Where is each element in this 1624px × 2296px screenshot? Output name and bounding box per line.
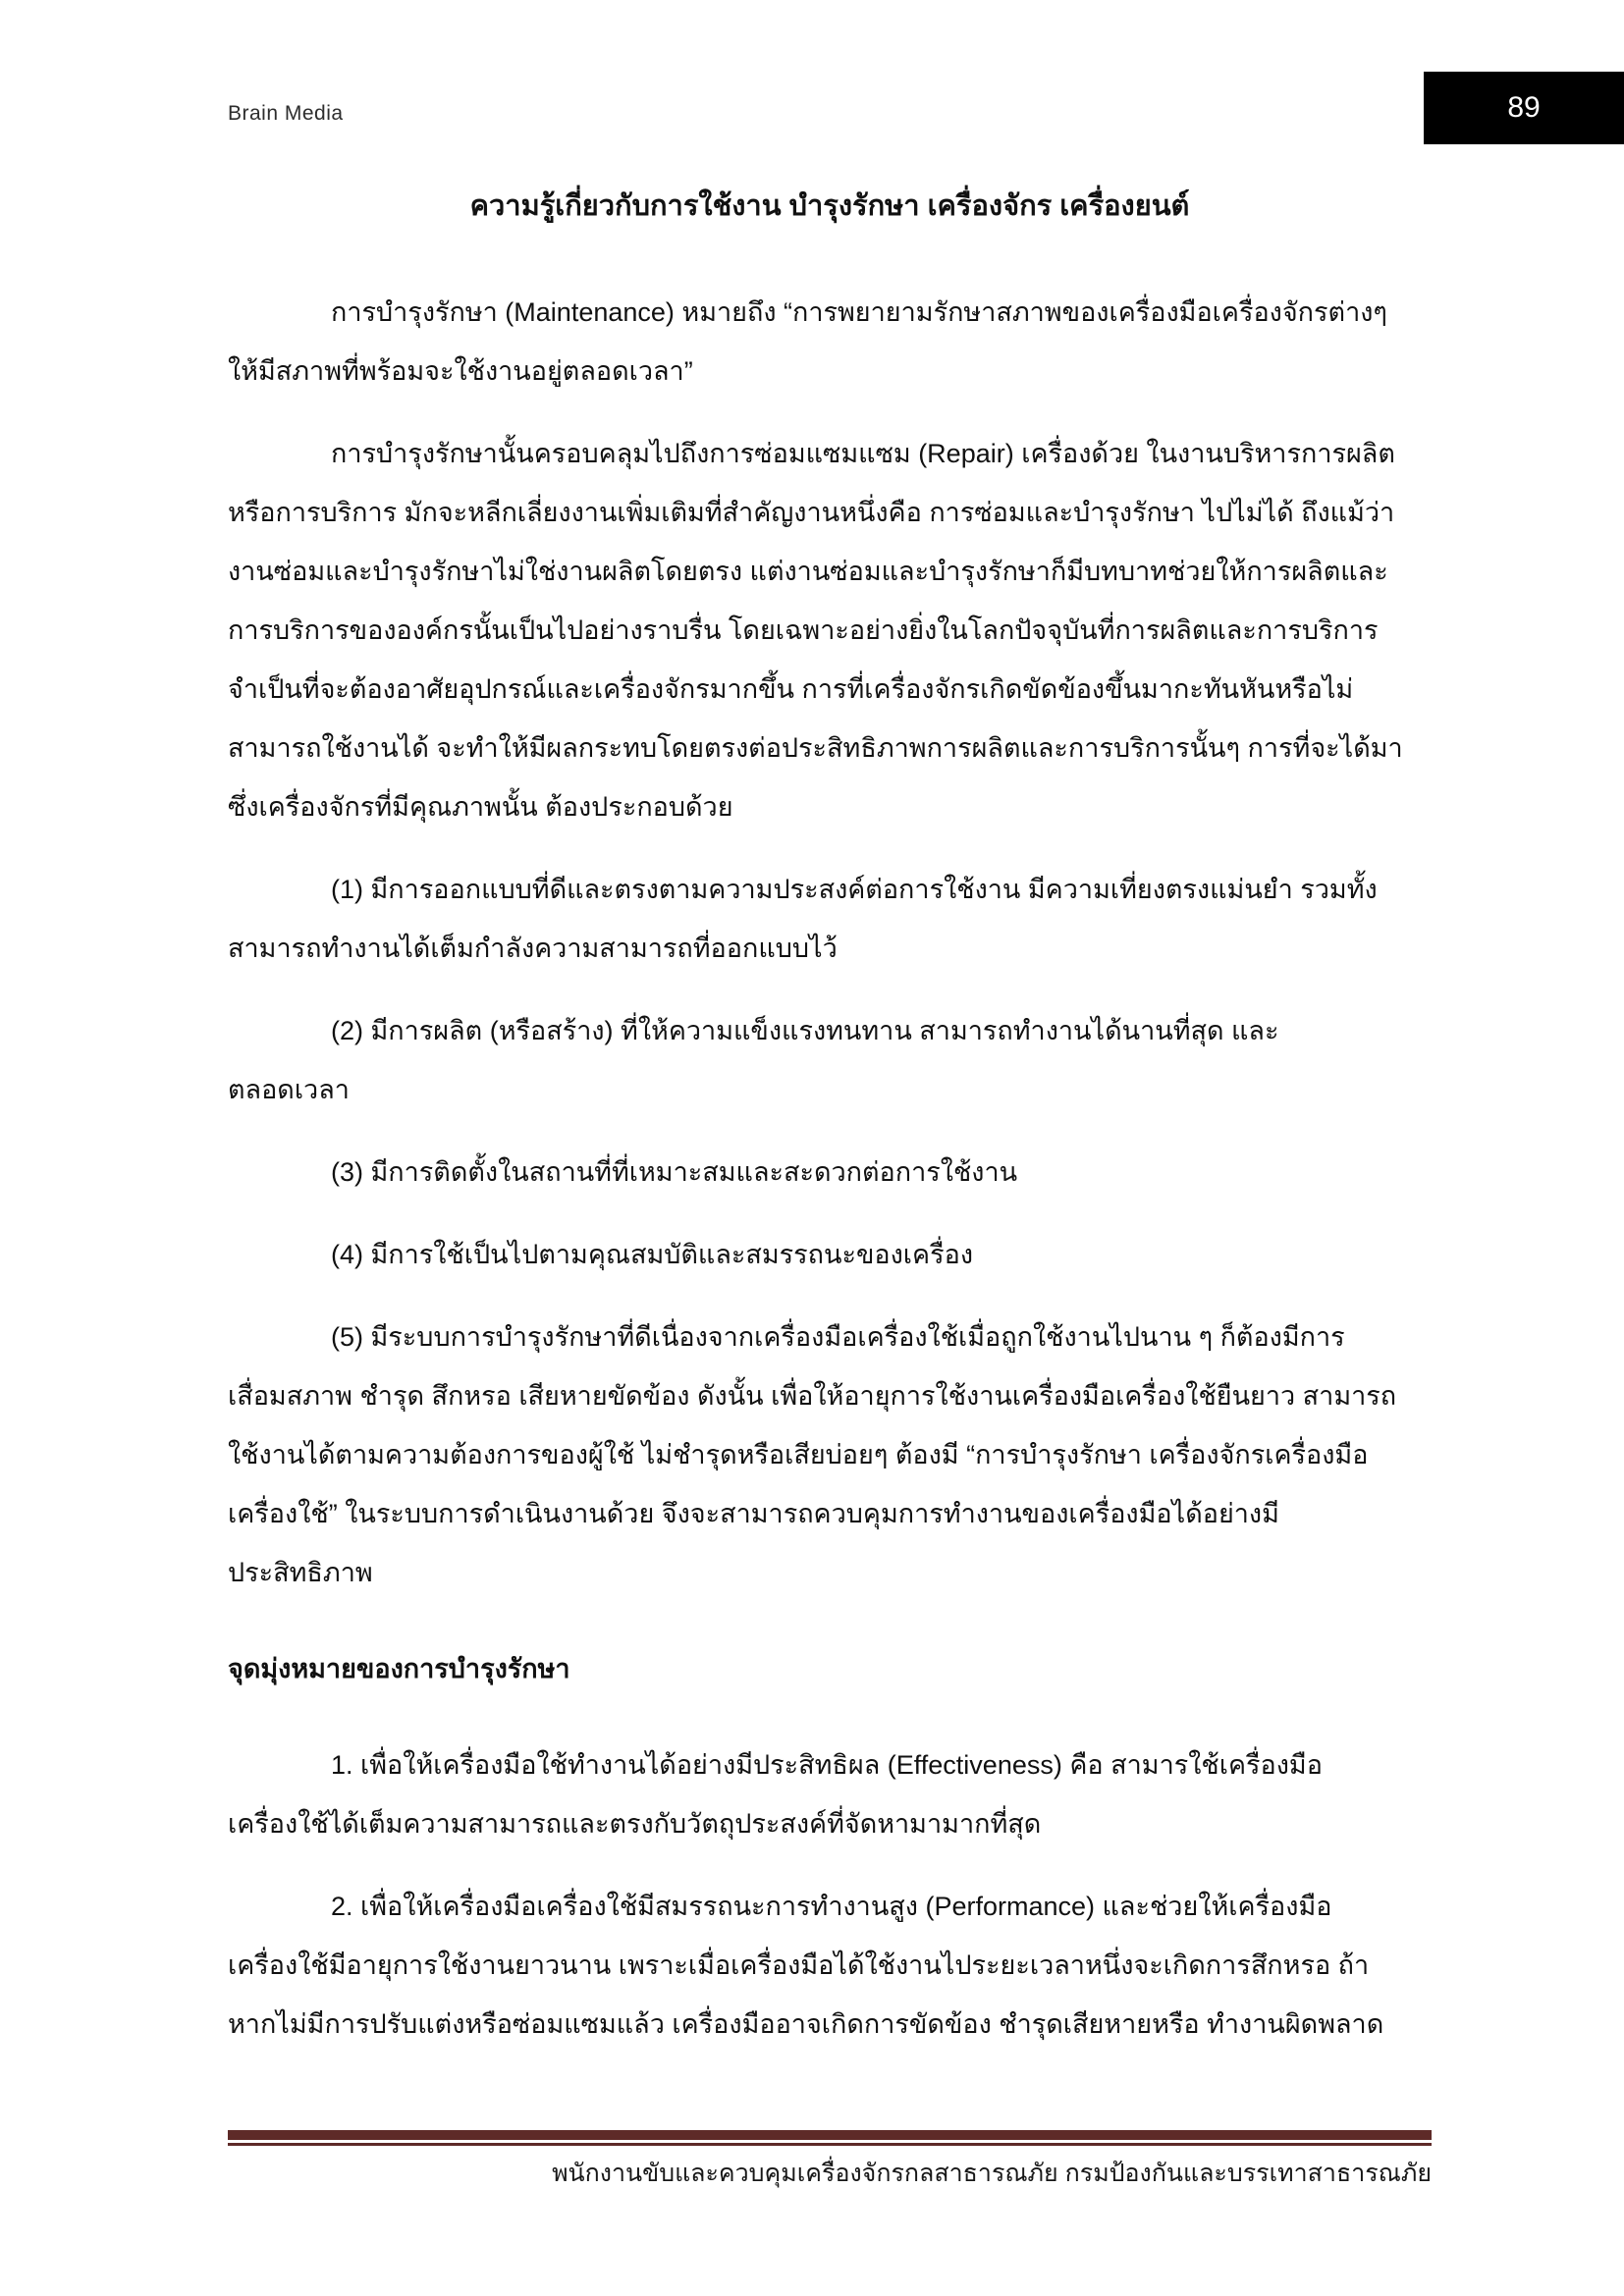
text-line: หากไม่มีการปรับแต่งหรือซ่อมแซมแล้ว เครื่องมืออาจเกิดการขัดข้อง ชำรุดเสียหายหรือ ทำงานผิดพลาด: [228, 2009, 1384, 2039]
page-title: ความรู้เกี่ยวกับการใช้งาน บำรุงรักษา เครื่องจักร เครื่องยนต์: [469, 190, 1190, 222]
text-line: 1. เพื่อให้เครื่องมือใช้ทำงานได้อย่างมีประสิทธิผล (Effectiveness) คือ สามารใช้เครื่องมือ: [331, 1750, 1323, 1780]
text-line: ใช้งานได้ตามความต้องการของผู้ใช้ ไม่ชำรุดหรือเสียบ่อยๆ ต้องมี “การบำรุงรักษา เครื่องจักรเครื่องมือ: [228, 1440, 1369, 1469]
list-item: [228, 1143, 1432, 1201]
text-line: (5) มีระบบการบำรุงรักษาที่ดีเนื่องจากเครื่องมือเครื่องใช้เมื่อถูกใช้งานไปนาน ๆ ก็ต้องมีการ: [331, 1322, 1345, 1352]
text-line: (2) มีการผลิต (หรือสร้าง) ที่ให้ความแข็งแรงทนทาน สามารถทำงานได้นานที่สุด และ: [331, 1016, 1279, 1045]
paragraph: [228, 424, 1432, 836]
text-line: เครื่องใช้มีอายุการใช้งานยาวนาน เพราะเมื่อเครื่องมือได้ใช้งานไประยะเวลาหนึ่งจะเกิดการสึกหรอ ถ้า: [228, 1950, 1370, 1980]
text-line: การบำรุงรักษานั้นครอบคลุมไปถึงการซ่อมแซมแซม (Repair) เครื่องด้วย ในงานบริหารการผลิต: [331, 439, 1395, 468]
text-line: ให้มีสภาพที่พร้อมจะใช้งานอยู่ตลอดเวลา”: [228, 356, 693, 386]
text-line: ตลอดเวลา: [228, 1075, 350, 1104]
brand-label: Brain Media: [228, 102, 344, 125]
list-item: [228, 1308, 1432, 1602]
text-line: จุดมุ่งหมายของการบำรุงรักษา: [228, 1654, 570, 1683]
list-item: [228, 1735, 1432, 1853]
text-line: สามารถทำงานได้เต็มกำลังความสามารถที่ออกแบบไว้: [228, 934, 838, 963]
text-line: ซึ่งเครื่องจักรที่มีคุณภาพนั้น ต้องประกอบด้วย: [228, 792, 733, 822]
page-number-box: [1424, 72, 1624, 144]
list-item: [228, 1001, 1432, 1119]
text-line: หรือการบริการ มักจะหลีกเลี่ยงงานเพิ่มเติมที่สำคัญงานหนึ่งคือ การซ่อมและบำรุงรักษา ไปไม่ได้ ถึงแม้ว่า: [228, 498, 1395, 527]
text-line: สามารถใช้งานได้ จะทำให้มีผลกระทบโดยตรงต่อประสิทธิภาพการผลิตและการบริการนั้นๆ การที่จะได้มา: [228, 733, 1403, 763]
text-line: เครื่องใช้” ในระบบการดำเนินงานด้วย จึงจะสามารถควบคุมการทำงานของเครื่องมือได้อย่างมี: [228, 1499, 1279, 1528]
document-body: [228, 283, 1432, 2077]
text-line: การบริการขององค์กรนั้นเป็นไปอย่างราบรื่น โดยเฉพาะอย่างยิ่งในโลกปัจจุบันที่การผลิตและการบริการ: [228, 615, 1379, 645]
paragraph: [228, 283, 1432, 400]
footer-rule-thick: [228, 2130, 1432, 2140]
text-line: ประสิทธิภาพ: [228, 1558, 373, 1587]
text-line: จำเป็นที่จะต้องอาศัยอุปกรณ์และเครื่องจักรมากขึ้น การที่เครื่องจักรเกิดขัดข้องขึ้นมากะทันหันหรือไม่: [228, 674, 1354, 704]
list-item: [228, 1225, 1432, 1284]
list-item: [228, 1877, 1432, 2054]
page-number: 89: [1507, 91, 1541, 124]
section-heading: [228, 1639, 1432, 1698]
list-item: [228, 860, 1432, 978]
footer-rule-thin: [228, 2143, 1432, 2146]
text-line: เสื่อมสภาพ ชำรุด สึกหรอ เสียหายขัดข้อง ดังนั้น เพื่อให้อายุการใช้งานเครื่องมือเครื่องใช้ยืนยาว สามารถ: [228, 1381, 1397, 1411]
text-line: เครื่องใช้ได้เต็มความสามารถและตรงกับวัตถุประสงค์ที่จัดหามามากที่สุด: [228, 1809, 1042, 1839]
text-line: (3) มีการติดตั้งในสถานที่ที่เหมาะสมและสะดวกต่อการใช้งาน: [331, 1157, 1018, 1187]
text-line: 2. เพื่อให้เครื่องมือเครื่องใช้มีสมรรถนะการทำงานสูง (Performance) และช่วยให้เครื่องมือ: [331, 1892, 1332, 1921]
text-line: การบำรุงรักษา (Maintenance) หมายถึง “การพยายามรักษาสภาพของเครื่องมือเครื่องจักรต่างๆ: [331, 297, 1387, 327]
text-line: (1) มีการออกแบบที่ดีและตรงตามความประสงค์ต่อการใช้งาน มีความเที่ยงตรงแม่นยำ รวมทั้ง: [331, 875, 1378, 904]
text-line: งานซ่อมและบำรุงรักษาไม่ใช่งานผลิตโดยตรง แต่งานซ่อมและบำรุงรักษาก็มีบทบาทช่วยให้การผลิตและ: [228, 557, 1388, 586]
text-line: (4) มีการใช้เป็นไปตามคุณสมบัติและสมรรถนะของเครื่อง: [331, 1240, 973, 1269]
footer: [228, 2130, 1432, 2193]
footer-text: พนักงานขับและควบคุมเครื่องจักรกลสาธารณภัย กรมป้องกันและบรรเทาสาธารณภัย: [552, 2160, 1432, 2187]
